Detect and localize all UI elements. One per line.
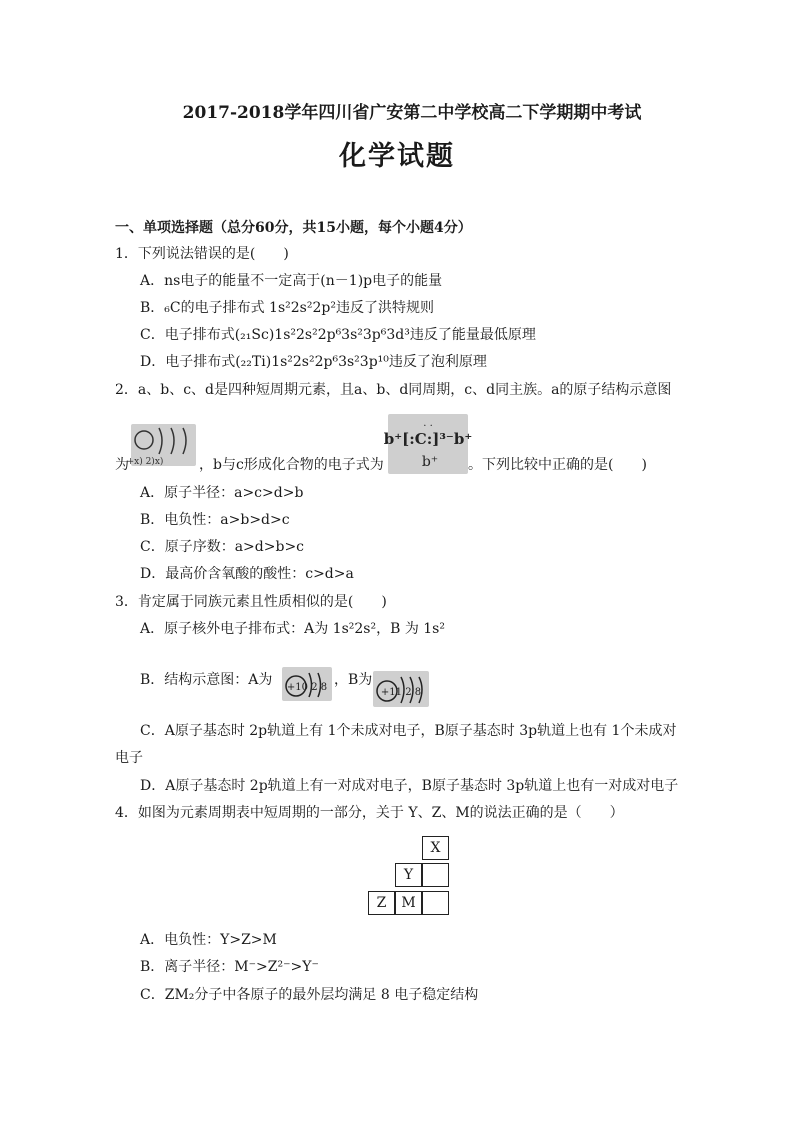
svg-text:b⁺: b⁺ [421,454,439,470]
cell-x: X [422,836,449,860]
periodic-table-fragment [368,836,452,918]
q2-option-d: D．最高价含氧酸的酸性：c>d>a [140,566,354,582]
q1-option-d: D．电子排布式(₂₂Ti)1s²2s²2p⁶3s²3p¹⁰违反了泡利原理 [140,354,487,370]
q1-option-c: C．电子排布式(₂₁Sc)1s²2s²2p⁶3s²3p⁶3d³违反了能量最低原理 [140,327,536,343]
q2-stem-p2: ，b与c形成化合物的电子式为 [199,457,384,473]
exam-title: 2017-2018学年四川省广安第二中学校高二下学期期中考试 [182,103,642,123]
electron-formula-image [383,414,473,474]
electron-formula-label: b⁺[:C:]³⁻b⁺ [383,430,473,448]
atom-structure-image [126,424,196,467]
cell-empty-1 [422,863,449,887]
q3-option-a: A．原子核外电子排布式：A为 1s²2s²，B 为 1s² [140,621,445,637]
q2-option-b: B．电负性：a>b>d>c [140,512,290,528]
cell-empty-2 [422,891,449,915]
q1-option-a: A．ns电子的能量不一定高于(n－1)p电子的能量 [140,273,443,289]
q1-option-b: B．₆C的电子排布式 1s²2s²2p²违反了洪特规则 [140,300,434,316]
cell-m: M [395,891,422,915]
q4-option-a: A．电负性：Y>Z>M [140,932,277,948]
q3-option-b-p2: ，B为 [334,672,373,688]
structure-image-b [373,671,429,707]
q3-option-d: D．A原子基态时 2p轨道上有一对成对电子，B原子基态时 3p轨道上也有一对成对电子 [140,778,679,794]
cell-z: Z [368,891,395,915]
q3-stem: 3．肯定属于同族元素且性质相似的是( ) [115,594,387,610]
structure-image-a [282,667,332,701]
q4-option-c: C．ZM₂分子中各原子的最外层均满足 8 电子稳定结构 [140,987,479,1003]
q3-option-b-p1: B．结构示意图：A为 [140,672,273,688]
section-heading: 一、单项选择题（总分60分，共15小题，每个小题4分） [115,220,472,236]
q3-option-c-line2: 电子 [115,750,143,766]
q2-stem: 2．a、b、c、d是四种短周期元素，且a、b、d同周期，c、d同主族。a的原子结构示意图 [115,382,672,398]
q3-option-c-line1: C．A原子基态时 2p轨道上有 1个未成对电子，B原子基态时 3p轨道上也有 1个未成对 [140,723,677,739]
structure-label-b: +11 2 8 [380,687,422,698]
structure-label-a: +10 2 8 [286,682,328,693]
q2-stem-p3: 。下列比较中正确的是( ) [468,457,647,473]
svg-text:. .: . . [423,418,433,429]
atom-structure-label: +x) 2)x) [126,457,164,467]
subject-title: 化学试题 [339,141,455,172]
q2-option-c: C．原子序数：a>d>b>c [140,539,305,555]
cell-y: Y [395,863,422,887]
q2-option-a: A．原子半径：a>c>d>b [140,485,304,501]
q2-stem-p1: 为 [115,457,129,473]
q4-stem: 4．如图为元素周期表中短周期的一部分，关于 Y、Z、M的说法正确的是（ ） [115,805,624,821]
q1-stem: 1．下列说法错误的是( ) [115,246,289,262]
q4-option-b: B．离子半径：M⁻>Z²⁻>Y⁻ [140,959,319,975]
